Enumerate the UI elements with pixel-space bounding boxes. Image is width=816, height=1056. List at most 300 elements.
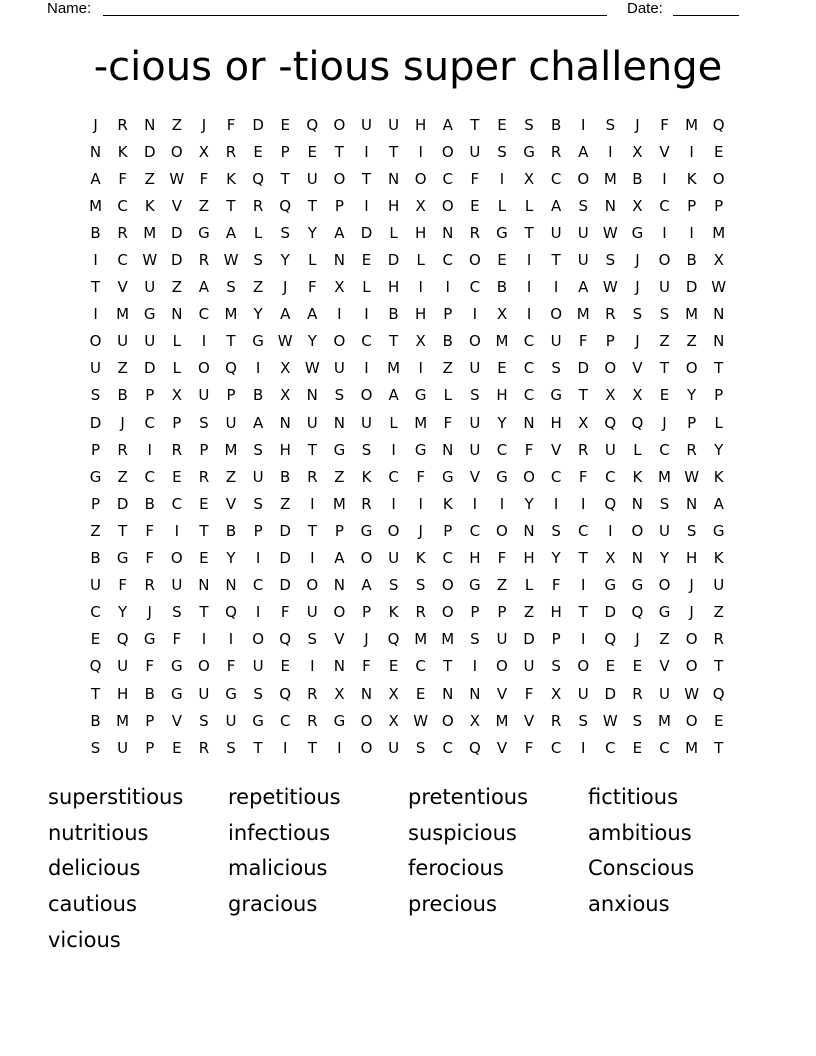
grid-letter[interactable]: B xyxy=(388,305,399,324)
grid-letter[interactable]: R xyxy=(225,142,237,161)
grid-letter[interactable]: A xyxy=(334,223,345,242)
grid-letter[interactable]: M xyxy=(712,223,726,242)
grid-letter[interactable]: Q xyxy=(225,359,237,378)
grid-letter[interactable]: G xyxy=(360,521,373,540)
grid-letter[interactable]: Z xyxy=(523,603,535,622)
grid-letter[interactable]: A xyxy=(551,196,562,215)
grid-letter[interactable]: J xyxy=(120,413,125,432)
grid-letter[interactable]: O xyxy=(170,142,183,161)
grid-letter[interactable]: S xyxy=(659,494,670,513)
grid-letter[interactable]: O xyxy=(631,521,644,540)
grid-letter[interactable]: T xyxy=(524,223,534,242)
grid-letter[interactable]: C xyxy=(279,711,291,730)
grid-letter[interactable]: F xyxy=(226,657,236,676)
grid-letter[interactable]: N xyxy=(713,332,725,351)
grid-letter[interactable]: M xyxy=(603,169,617,188)
grid-letter[interactable]: Q xyxy=(116,630,129,649)
grid-letter[interactable]: A xyxy=(361,576,372,595)
grid-letter[interactable]: Y xyxy=(226,549,236,568)
grid-letter[interactable]: F xyxy=(524,738,534,757)
grid-letter[interactable]: Z xyxy=(659,630,670,649)
grid-letter[interactable]: G xyxy=(198,223,210,242)
grid-letter[interactable]: Q xyxy=(279,630,292,649)
grid-letter[interactable]: U xyxy=(225,413,237,432)
grid-letter[interactable]: U xyxy=(577,223,589,242)
grid-letter[interactable]: S xyxy=(632,711,643,730)
grid-letter[interactable]: I xyxy=(255,549,261,568)
grid-letter[interactable]: Y xyxy=(307,332,317,351)
grid-letter[interactable]: P xyxy=(145,711,155,730)
grid-letter[interactable]: B xyxy=(442,332,453,351)
grid-letter[interactable]: L xyxy=(524,196,534,215)
date-field[interactable] xyxy=(673,15,739,16)
grid-letter[interactable]: H xyxy=(415,305,427,324)
grid-letter[interactable]: P xyxy=(470,603,480,622)
grid-letter[interactable]: D xyxy=(387,251,400,270)
grid-letter[interactable]: G xyxy=(441,467,454,486)
grid-letter[interactable]: G xyxy=(550,386,562,405)
grid-letter[interactable]: W xyxy=(684,684,700,703)
grid-letter[interactable]: E xyxy=(280,115,290,134)
grid-letter[interactable]: C xyxy=(144,467,155,486)
grid-letter[interactable]: O xyxy=(360,386,373,405)
grid-letter[interactable]: H xyxy=(550,413,562,432)
grid-letter[interactable]: Z xyxy=(171,115,182,134)
grid-letter[interactable]: Y xyxy=(524,494,534,513)
grid-letter[interactable]: I xyxy=(418,494,423,513)
grid-letter[interactable]: D xyxy=(252,115,264,134)
grid-letter[interactable]: F xyxy=(551,576,561,595)
grid-letter[interactable]: P xyxy=(145,738,155,757)
grid-letter[interactable]: L xyxy=(389,223,398,242)
grid-letter[interactable]: Z xyxy=(117,467,128,486)
grid-letter[interactable]: M xyxy=(576,305,590,324)
grid-letter[interactable]: L xyxy=(389,413,398,432)
grid-letter[interactable]: G xyxy=(658,603,671,622)
grid-letter[interactable]: Q xyxy=(712,684,725,703)
grid-letter[interactable]: R xyxy=(252,196,264,215)
grid-letter[interactable]: X xyxy=(280,386,291,405)
grid-letter[interactable]: I xyxy=(201,332,207,351)
grid-letter[interactable]: D xyxy=(360,223,373,242)
grid-letter[interactable]: U xyxy=(713,576,725,595)
grid-letter[interactable]: V xyxy=(117,278,128,297)
grid-letter[interactable]: M xyxy=(116,305,130,324)
grid-letter[interactable]: S xyxy=(551,359,561,378)
grid-letter[interactable]: A xyxy=(334,549,345,568)
grid-letter[interactable]: C xyxy=(388,467,399,486)
grid-letter[interactable]: Q xyxy=(604,413,617,432)
grid-letter[interactable]: F xyxy=(118,576,127,595)
grid-letter[interactable]: X xyxy=(388,684,399,703)
grid-letter[interactable]: I xyxy=(662,169,667,188)
grid-letter[interactable]: J xyxy=(635,630,640,649)
grid-letter[interactable]: S xyxy=(253,684,263,703)
grid-letter[interactable]: R xyxy=(713,630,724,649)
grid-letter[interactable]: S xyxy=(307,630,318,649)
grid-letter[interactable]: S xyxy=(253,440,263,459)
grid-letter[interactable]: P xyxy=(253,521,263,540)
grid-letter[interactable]: G xyxy=(252,332,264,351)
grid-letter[interactable]: N xyxy=(469,684,481,703)
grid-letter[interactable]: P xyxy=(443,521,453,540)
grid-letter[interactable]: B xyxy=(90,549,101,568)
grid-letter[interactable]: F xyxy=(578,332,588,351)
grid-letter[interactable]: N xyxy=(387,169,400,188)
grid-letter[interactable]: I xyxy=(364,305,369,324)
grid-letter[interactable]: P xyxy=(226,386,236,405)
grid-letter[interactable]: Z xyxy=(225,467,237,486)
grid-letter[interactable]: T xyxy=(90,278,101,297)
grid-letter[interactable]: C xyxy=(442,549,453,568)
grid-letter[interactable]: U xyxy=(252,657,264,676)
grid-letter[interactable]: Y xyxy=(307,223,317,242)
grid-letter[interactable]: I xyxy=(472,494,478,513)
grid-letter[interactable]: R xyxy=(307,711,318,730)
grid-letter[interactable]: M xyxy=(441,630,455,649)
grid-letter[interactable]: U xyxy=(306,603,318,622)
grid-letter[interactable]: P xyxy=(91,440,101,459)
grid-letter[interactable]: Y xyxy=(118,603,128,622)
grid-letter[interactable]: V xyxy=(469,467,480,486)
grid-letter[interactable]: T xyxy=(118,521,128,540)
grid-letter[interactable]: I xyxy=(662,223,667,242)
grid-letter[interactable]: X xyxy=(632,196,643,215)
grid-letter[interactable]: C xyxy=(442,169,453,188)
grid-letter[interactable]: A xyxy=(225,223,237,242)
grid-letter[interactable]: O xyxy=(468,251,481,270)
grid-letter[interactable]: N xyxy=(144,115,156,134)
grid-letter[interactable]: S xyxy=(470,386,480,405)
grid-letter[interactable]: T xyxy=(280,169,290,188)
grid-letter[interactable]: T xyxy=(714,657,724,676)
grid-letter[interactable]: I xyxy=(418,359,423,378)
grid-letter[interactable]: T xyxy=(578,549,588,568)
grid-letter[interactable]: R xyxy=(307,684,318,703)
grid-letter[interactable]: F xyxy=(280,603,290,622)
grid-letter[interactable]: L xyxy=(253,223,263,242)
grid-letter[interactable]: I xyxy=(581,115,586,134)
grid-letter[interactable]: O xyxy=(198,657,210,676)
grid-letter[interactable]: U xyxy=(333,359,345,378)
grid-letter[interactable]: Y xyxy=(551,549,561,568)
grid-letter[interactable]: F xyxy=(524,440,534,459)
grid-letter[interactable]: R xyxy=(198,738,210,757)
grid-letter[interactable]: R xyxy=(632,684,643,703)
grid-letter[interactable]: I xyxy=(391,440,396,459)
grid-letter[interactable]: T xyxy=(307,738,317,757)
grid-letter[interactable]: V xyxy=(171,711,182,730)
grid-letter[interactable]: G xyxy=(252,711,264,730)
grid-letter[interactable]: F xyxy=(470,169,480,188)
grid-letter[interactable]: R xyxy=(361,494,372,513)
grid-letter[interactable]: N xyxy=(713,305,725,324)
grid-letter[interactable]: U xyxy=(659,278,670,297)
grid-letter[interactable]: K xyxy=(361,467,372,486)
grid-letter[interactable]: O xyxy=(333,169,346,188)
grid-letter[interactable]: I xyxy=(364,196,369,215)
grid-letter[interactable]: B xyxy=(144,684,155,703)
grid-letter[interactable]: A xyxy=(578,278,589,297)
grid-letter[interactable]: X xyxy=(523,169,535,188)
grid-letter[interactable]: H xyxy=(496,386,508,405)
grid-letter[interactable]: T xyxy=(659,359,670,378)
grid-letter[interactable]: B xyxy=(90,711,101,730)
grid-letter[interactable]: T xyxy=(714,359,724,378)
grid-letter[interactable]: N xyxy=(306,386,318,405)
grid-letter[interactable]: C xyxy=(659,440,670,459)
grid-letter[interactable]: K xyxy=(713,467,724,486)
grid-letter[interactable]: U xyxy=(225,711,237,730)
grid-letter[interactable]: E xyxy=(713,142,724,161)
grid-letter[interactable]: N xyxy=(523,521,535,540)
grid-letter[interactable]: Z xyxy=(144,169,155,188)
grid-letter[interactable]: R xyxy=(307,467,318,486)
grid-letter[interactable]: N xyxy=(442,223,454,242)
grid-letter[interactable]: E xyxy=(307,142,318,161)
grid-letter[interactable]: V xyxy=(496,738,508,757)
grid-letter[interactable]: R xyxy=(117,223,128,242)
grid-letter[interactable]: M xyxy=(414,413,428,432)
grid-letter[interactable]: V xyxy=(523,711,535,730)
grid-letter[interactable]: R xyxy=(144,576,155,595)
grid-letter[interactable]: Q xyxy=(631,603,644,622)
grid-letter[interactable]: R xyxy=(550,711,562,730)
grid-letter[interactable]: U xyxy=(388,115,400,134)
grid-letter[interactable]: B xyxy=(90,223,101,242)
grid-letter[interactable]: N xyxy=(333,251,345,270)
grid-letter[interactable]: G xyxy=(143,305,156,324)
grid-letter[interactable]: C xyxy=(442,251,453,270)
grid-letter[interactable]: O xyxy=(441,576,454,595)
grid-letter[interactable]: O xyxy=(333,115,346,134)
grid-letter[interactable]: I xyxy=(93,251,98,270)
grid-letter[interactable]: G xyxy=(414,440,427,459)
grid-letter[interactable]: O xyxy=(577,657,590,676)
grid-letter[interactable]: I xyxy=(581,494,586,513)
grid-letter[interactable]: L xyxy=(362,278,371,297)
grid-letter[interactable]: M xyxy=(685,305,699,324)
grid-letter[interactable]: A xyxy=(252,413,264,432)
grid-letter[interactable]: S xyxy=(632,305,643,324)
grid-letter[interactable]: U xyxy=(90,359,102,378)
grid-letter[interactable]: X xyxy=(605,549,616,568)
grid-letter[interactable]: O xyxy=(685,359,698,378)
grid-letter[interactable]: N xyxy=(360,684,373,703)
grid-letter[interactable]: B xyxy=(252,386,264,405)
grid-letter[interactable]: Z xyxy=(659,332,670,351)
grid-letter[interactable]: I xyxy=(608,142,613,161)
grid-letter[interactable]: A xyxy=(280,305,291,324)
grid-letter[interactable]: J xyxy=(635,251,640,270)
grid-letter[interactable]: L xyxy=(714,413,723,432)
grid-letter[interactable]: Q xyxy=(89,657,102,676)
grid-letter[interactable]: M xyxy=(685,115,699,134)
grid-letter[interactable]: Z xyxy=(280,494,291,513)
grid-letter[interactable]: Z xyxy=(117,359,128,378)
grid-letter[interactable]: D xyxy=(604,684,617,703)
grid-letter[interactable]: C xyxy=(117,196,128,215)
grid-letter[interactable]: D xyxy=(279,576,291,595)
grid-letter[interactable]: G xyxy=(333,711,346,730)
grid-letter[interactable]: U xyxy=(171,576,183,595)
grid-letter[interactable]: S xyxy=(226,738,236,757)
grid-letter[interactable]: G xyxy=(171,657,183,676)
grid-letter[interactable]: B xyxy=(280,467,291,486)
grid-letter[interactable]: F xyxy=(578,467,588,486)
grid-letter[interactable]: P xyxy=(714,196,724,215)
grid-letter[interactable]: G xyxy=(712,521,725,540)
grid-letter[interactable]: H xyxy=(685,549,698,568)
grid-letter[interactable]: P xyxy=(145,386,155,405)
grid-letter[interactable]: Y xyxy=(497,413,507,432)
grid-letter[interactable]: O xyxy=(414,169,427,188)
grid-letter[interactable]: G xyxy=(225,684,237,703)
grid-letter[interactable]: F xyxy=(172,630,182,649)
grid-letter[interactable]: S xyxy=(659,305,670,324)
grid-letter[interactable]: T xyxy=(199,603,209,622)
grid-letter[interactable]: S xyxy=(415,576,426,595)
grid-letter[interactable]: T xyxy=(307,440,317,459)
grid-letter[interactable]: Z xyxy=(442,359,453,378)
grid-letter[interactable]: I xyxy=(553,494,559,513)
grid-letter[interactable]: K xyxy=(442,494,453,513)
grid-letter[interactable]: A xyxy=(198,278,210,297)
grid-letter[interactable]: M xyxy=(658,711,671,730)
grid-letter[interactable]: C xyxy=(523,386,535,405)
grid-letter[interactable]: G xyxy=(469,576,481,595)
grid-letter[interactable]: S xyxy=(361,440,372,459)
grid-letter[interactable]: M xyxy=(658,467,671,486)
grid-letter[interactable]: E xyxy=(632,657,643,676)
grid-letter[interactable]: S xyxy=(388,576,399,595)
grid-letter[interactable]: J xyxy=(662,413,667,432)
grid-letter[interactable]: J xyxy=(147,603,152,622)
grid-letter[interactable]: K xyxy=(226,169,236,188)
grid-letter[interactable]: U xyxy=(388,549,400,568)
grid-letter[interactable]: P xyxy=(361,603,371,622)
grid-letter[interactable]: E xyxy=(497,251,507,270)
grid-letter[interactable]: I xyxy=(689,223,694,242)
grid-letter[interactable]: V xyxy=(659,657,670,676)
grid-letter[interactable]: B xyxy=(225,521,237,540)
grid-letter[interactable]: W xyxy=(602,711,618,730)
grid-letter[interactable]: I xyxy=(93,305,98,324)
grid-letter[interactable]: D xyxy=(143,359,156,378)
grid-letter[interactable]: Q xyxy=(279,196,292,215)
grid-letter[interactable]: F xyxy=(145,521,155,540)
grid-letter[interactable]: T xyxy=(334,142,344,161)
grid-letter[interactable]: Q xyxy=(306,115,319,134)
grid-letter[interactable]: A xyxy=(90,169,101,188)
grid-letter[interactable]: U xyxy=(252,467,264,486)
grid-letter[interactable]: S xyxy=(470,630,480,649)
grid-letter[interactable]: I xyxy=(418,278,423,297)
grid-letter[interactable]: C xyxy=(469,521,481,540)
grid-letter[interactable]: C xyxy=(252,576,264,595)
grid-letter[interactable]: J xyxy=(364,630,369,649)
grid-letter[interactable]: O xyxy=(658,251,671,270)
grid-letter[interactable]: Y xyxy=(687,386,697,405)
grid-letter[interactable]: N xyxy=(171,305,183,324)
grid-letter[interactable]: I xyxy=(526,251,532,270)
grid-letter[interactable]: O xyxy=(306,576,319,595)
grid-letter[interactable]: I xyxy=(526,305,532,324)
grid-letter[interactable]: F xyxy=(416,467,425,486)
grid-letter[interactable]: R xyxy=(550,142,562,161)
grid-letter[interactable]: D xyxy=(685,278,698,297)
grid-letter[interactable]: W xyxy=(277,332,293,351)
grid-letter[interactable]: U xyxy=(144,278,156,297)
grid-letter[interactable]: Q xyxy=(604,630,617,649)
grid-letter[interactable]: G xyxy=(523,142,535,161)
grid-letter[interactable]: O xyxy=(441,196,454,215)
grid-letter[interactable]: T xyxy=(388,332,399,351)
grid-letter[interactable]: G xyxy=(171,684,183,703)
grid-letter[interactable]: P xyxy=(605,332,615,351)
grid-letter[interactable]: L xyxy=(416,251,425,270)
grid-letter[interactable]: O xyxy=(333,603,346,622)
grid-letter[interactable]: T xyxy=(551,251,561,270)
grid-letter[interactable]: D xyxy=(279,521,291,540)
grid-letter[interactable]: D xyxy=(116,494,129,513)
grid-letter[interactable]: Z xyxy=(713,603,724,622)
grid-letter[interactable]: X xyxy=(334,278,345,297)
grid-letter[interactable]: W xyxy=(169,169,185,188)
grid-letter[interactable]: D xyxy=(171,251,183,270)
grid-letter[interactable]: X xyxy=(632,142,643,161)
grid-letter[interactable]: L xyxy=(172,359,181,378)
grid-letter[interactable]: O xyxy=(685,711,698,730)
grid-letter[interactable]: Z xyxy=(496,576,508,595)
grid-letter[interactable]: W xyxy=(602,223,618,242)
grid-letter[interactable]: L xyxy=(633,440,642,459)
grid-letter[interactable]: W xyxy=(602,278,618,297)
grid-letter[interactable]: O xyxy=(170,549,183,568)
grid-letter[interactable]: N xyxy=(442,440,454,459)
grid-letter[interactable]: I xyxy=(608,521,613,540)
grid-letter[interactable]: O xyxy=(198,359,210,378)
grid-letter[interactable]: C xyxy=(659,196,670,215)
grid-letter[interactable]: U xyxy=(659,684,670,703)
grid-letter[interactable]: R xyxy=(578,440,589,459)
grid-letter[interactable]: I xyxy=(526,278,532,297)
grid-letter[interactable]: T xyxy=(90,684,101,703)
grid-letter[interactable]: S xyxy=(605,115,616,134)
grid-letter[interactable]: I xyxy=(689,142,694,161)
grid-letter[interactable]: I xyxy=(282,738,288,757)
grid-letter[interactable]: I xyxy=(499,494,505,513)
grid-letter[interactable]: S xyxy=(551,521,561,540)
grid-letter[interactable]: E xyxy=(280,657,290,676)
grid-letter[interactable]: C xyxy=(550,467,562,486)
grid-letter[interactable]: H xyxy=(387,196,400,215)
grid-letter[interactable]: A xyxy=(713,494,724,513)
grid-letter[interactable]: Z xyxy=(334,467,345,486)
grid-letter[interactable]: I xyxy=(310,549,315,568)
grid-letter[interactable]: I xyxy=(581,738,586,757)
grid-letter[interactable]: N xyxy=(523,413,535,432)
grid-letter[interactable]: C xyxy=(361,332,372,351)
grid-letter[interactable]: P xyxy=(334,521,344,540)
grid-letter[interactable]: T xyxy=(714,738,724,757)
grid-letter[interactable]: J xyxy=(418,521,423,540)
grid-letter[interactable]: F xyxy=(524,684,534,703)
grid-letter[interactable]: P xyxy=(497,603,507,622)
grid-letter[interactable]: M xyxy=(143,223,157,242)
grid-letter[interactable]: X xyxy=(605,386,616,405)
grid-letter[interactable]: E xyxy=(172,738,182,757)
